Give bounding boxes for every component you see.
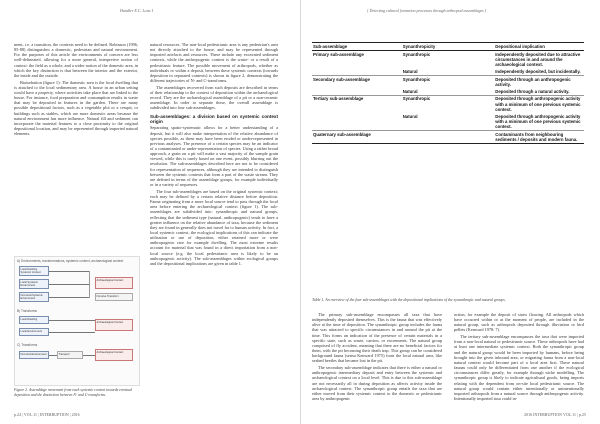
table-row — [312, 131, 584, 144]
table-cell: Natural — [402, 88, 494, 95]
table-cell — [312, 68, 402, 75]
paragraph: action, for example the deposit of straw flooring. All arthropods which have occurred within or at the moment of people, are included in the natural group, such as arthropods deposited through illuviation or bird pellets (Kenward 1978: 7). — [454, 312, 584, 333]
figure-caption: Figure 2. Assemblage movement from each systemic context towards eventual deposition and the distinction between N- and C-transforms. — [14, 388, 133, 397]
table-cell: Primary sub-assemblage — [313, 51, 364, 57]
paragraph: ment, i.e. a transition, the contexts need to be defined. Robinson (1996, 85-88) distinguishes a domestic, pedestrian and natural environment. For the purposes of this article the environments of concern are less well-delineated, allowing for a more general, interpretive notion of context: the field as a whole, and a wider notion of the domestic area, in which the key distinction is that between the interior and the exterior, the inside and the outside. — [14, 42, 138, 78]
paragraph: natural resources. The non-local pedestrianic area is any pedestrian's area not directly attached to the house, and may be represented through imported artefacts and resources. These include any excavated sediment contexts, while the anthropogenic context is the waste- or a result of a pedestrianic feature. The possible movement of arthropods, whether as individuals or within a deposit, between these systemic contexts (towards deposition in separated contexts) is shown in figure 2, demonstrating the different trajectories of N- and C-transforms. — [150, 42, 278, 84]
table-cell: Independently deposited due to attractive circumstances in and around the archaeological context. — [495, 51, 581, 67]
table-cell: Deposited through anthropogenic activity with a minimum of one previous systemic context. — [494, 113, 584, 131]
table-cell — [312, 113, 402, 131]
column-header: Depositional implication — [494, 43, 584, 51]
right-column-2 — [454, 312, 584, 412]
table-cell: Independently deposited, but incidentally. — [494, 68, 584, 75]
figure-arrow — [49, 297, 89, 298]
table-cell: Contaminants from neighbouring sediments / deposits and modern fauna. — [494, 131, 584, 144]
figure-arrow — [49, 271, 89, 272]
figure-box: Transport — [57, 351, 83, 359]
running-foot: 2016 INTERRUPTION VOL.11 | p.25 — [524, 413, 586, 417]
figure-box: Non-local Environment — [19, 351, 49, 359]
figure-connector — [89, 271, 90, 298]
figure-box: Local Dwelling Systemic Context — [19, 266, 49, 276]
figure-box-archaeological: Archaeological Context — [95, 319, 133, 331]
table-header-row — [312, 43, 584, 51]
paragraph: Separating spatio-systematic allows for a better understanding of a deposit, but it will also make interpretation of the relative abundance of species possible, as these may have been eroded or under-represented in previous analyses. The presence of a certain species may be an indicator of a contaminated or under-representation of species. Using a rather broad approach, a grain on a pit will make a vast majority of the sample grain viewed, while this is rarely based on one event, possibly blurring out the resolution. The sub-assemblages described here are not to be considered for representation of sequences, although they are intended to distinguish between the systemic contexts that form a part of the waste stream. They are defined in terms of the assemblage groups, for example individually or in a variety of sequences. — [150, 125, 278, 188]
figure-box: Intrusive Transform — [95, 293, 133, 301]
figure-box-archaeological: Archaeological Context — [95, 277, 133, 289]
table-row — [312, 95, 584, 113]
paragraph: The primary sub-assemblage encompasses all taxa that have independently deposited themselves. This is the fauna that was effectively alive at the time of deposition. The synanthropic group includes the fauna that was attracted to specific circumstances in and around the pit at the time. This forms an indication of the presence of certain materials in a specific state, such as waste, carrion, or excrements. The natural group comprised of fly accident, meaning that there are no beneficial factors for them, with the pit becoming their death trap. This group can be considered background fauna (sensu Kenward 1975) from the local natural area, like seabed beetles that became lost in the pit. — [312, 312, 442, 364]
figure-arrow — [83, 355, 95, 356]
right-column-1 — [312, 312, 442, 412]
running-foot: p.24 | VOL.11 | INTERRUPTION | 2016 — [14, 413, 80, 417]
figure-arrow — [49, 284, 89, 285]
column-header: Synanthropicity — [402, 43, 494, 51]
running-head: Handler E.C. Lotts 1 — [120, 8, 154, 13]
figure-arrow — [49, 355, 57, 356]
table-1 — [312, 42, 584, 144]
table-row — [312, 88, 584, 95]
paragraph: Bioturbation (figure 1): The domestic area is the local dwelling that is attached to the local sedimentary area. A house in an urban setting would have a property, where activities take place that are linked to the house. For instance, food preparation and consumption results in waste that may be deposited in features in the garden. There are many possible depositional factors, such as a vegetable plot or a cesspit, or buildings such as stables, which are more domestic areas because the natural environment has more influence. Natural fill and sediment can incorporate the material features to a close proximity to the original depositional location, and may be represented through imported natural elements. — [14, 79, 138, 137]
figure-box: Local Environment — [19, 328, 49, 336]
table-cell: Natural — [402, 68, 494, 75]
table-row — [312, 50, 584, 68]
figure-panel-label: A) Environments, transformations, systemic context, archaeological context — [17, 259, 124, 263]
table-cell: Tertiary sub-assemblage — [313, 96, 364, 102]
table-cell — [402, 131, 494, 144]
figure-panel-label: B) Transforms — [17, 309, 38, 313]
figure-2 — [14, 256, 140, 386]
left-column-2 — [150, 42, 278, 394]
table-cell: Natural — [402, 113, 494, 131]
table-cell — [312, 88, 402, 95]
column-header: Sub-assemblage — [312, 43, 402, 51]
paragraph: The secondary sub-assemblage indicates that there is either a natural or anthropogenic intermediary deposit and entry between the systemic and archaeological context on a local level. This is due to this sub-assemblage are not necessarily all in during deposition as affects activity inside the archaeological context. The synanthropic group entails the taxa that are either moved from their systemic context to the domestic or pedestrianic area by anthropogenic — [312, 365, 442, 401]
table-cell: Deposited through an anthropogenic activity. — [495, 76, 571, 87]
table-cell: Synanthropic — [402, 96, 431, 102]
table-cell: Synanthropic — [402, 51, 431, 57]
section-heading: Sub-assemblages: a division based on systemic context origin — [150, 113, 278, 124]
table-row — [312, 68, 584, 75]
table-row — [312, 113, 584, 131]
paragraph: The four sub-assemblages are based on the original systemic context; each may be defined by a certain relative distance before deposition. Fauna originating from a more local source tend to pass through the local area before entering the archaeological context (figure 1). The sub-assemblages are subdivided into: synanthropic and natural groups, reflecting that the sediment type (natural, anthropogenic) tends to have a greater influence on the relative abundance of taxa, because the sediment they are found in generally does not travel far to human activity. In fact, a local systemic context, the ecological implications of this can indicate the utilisation or use of deposition, either retained more or were anthropogenic rare for example dwelling. The most extreme results account for material that was found in a direct importation from a non-local source (e.g. the local pedestrianic area is likely to be an anthropogenic activity). The sub-assemblages within ecological groups and the depositional implications are given in table 1. — [150, 188, 278, 266]
table-cell: Secondary sub-assemblage — [313, 76, 370, 82]
paragraph: The assemblages recovered from such deposits are described in terms of their relationship to the context of deposition within the archaeological record. They are the archaeological assemblage of a pit or a non-ceramic assemblage. In order to separate these, the overall assemblage is subdivided into four sub-assemblages. — [150, 84, 278, 111]
figure-arrow — [49, 332, 95, 333]
table-cell: Deposited through a natural activity. — [494, 88, 584, 95]
paragraph: The tertiary sub-assemblage encompasses the taxa that were imported from a non-local natural or pedestrianic source. These arthropods have had at least one intermediate systemic context. Both the synanthropic group and the natural group would be been imported by humans, before being brought into the given inbound area, or migrating fauna from a non-local natural context would become part of a local area first. These natural faunas could only be differentiated from one another if the ecological circumstances differ greatly, for example through niche modelling. The synanthropic group is likely to indicate agricultural goods, being imports relating with the dependent from on-site local pedestrianic source. The natural group would contain either intentionally or unintentionally imported arthropods from a natural source through anthropogenic activity. Intentionally imported taxa could in- — [454, 334, 584, 401]
figure-box: Non-local Systemic Environment — [19, 292, 49, 302]
table-cell: Deposited through anthropogenic activity with a minimum of one previous systemic context. — [495, 96, 581, 112]
table-cell: Quaternary sub-assemblage — [312, 131, 402, 144]
table-caption: Table 1. An overview of the four sub-assemblages with the depositional implications of the synanthropic and natural groups. — [312, 298, 506, 302]
left-column-1 — [14, 42, 138, 252]
figure-box: Local Systemic Environment — [19, 279, 49, 289]
running-head: [ Detecting cultural formation processes through arthropod assemblages ] — [367, 8, 487, 13]
figure-arrow — [49, 320, 95, 321]
table-row — [312, 75, 584, 88]
figure-box: Local Dwelling — [19, 316, 49, 324]
figure-panel-label: C) Transforms — [17, 343, 38, 347]
figure-box-archaeological: Archaeological Context — [95, 349, 133, 361]
table-cell: Synanthropic — [402, 76, 431, 82]
sub-assemblage-table — [312, 42, 584, 144]
